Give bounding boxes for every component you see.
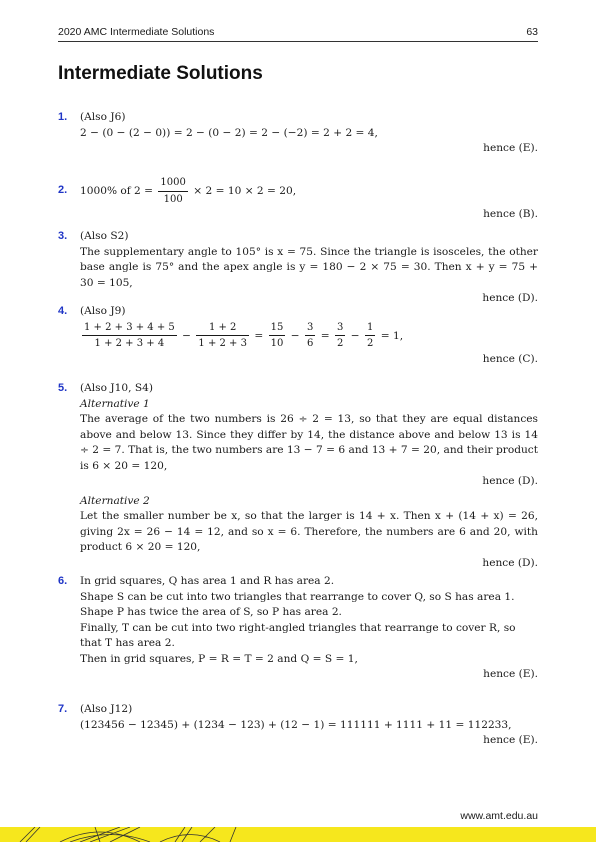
solution-line: In grid squares, Q has area 1 and R has area 2.: [80, 575, 335, 587]
denominator: 1 + 2 + 3: [198, 338, 247, 349]
numerator: 15: [269, 320, 286, 337]
answer: hence (E).: [483, 668, 538, 680]
answer: hence (E).: [483, 142, 538, 154]
numerator: 1 + 2 + 3 + 4 + 5: [82, 320, 177, 337]
solution-text: The average of the two numbers is 26 ÷ 2 = 13, so that they are equal distances above and below 13. Since they differ by 14, the distance above and below 13 is 14 ÷ 2 = 7. That is, the two numbers are 13 − 7 = 6 and 13 + 7 = 20, and their product is 6 × 20 = 120,: [80, 413, 538, 472]
header-title: 2020 AMC Intermediate Solutions: [58, 26, 215, 38]
decorative-pattern-icon: [0, 827, 596, 842]
numerator: 3: [335, 320, 345, 337]
alternative-heading: Alternative 2: [80, 494, 150, 507]
numerator: 3: [305, 320, 315, 337]
solution-line: Finally, T can be cut into two right-angled triangles that rearrange to cover R, so that T has area 2.: [80, 621, 516, 649]
answer: hence (B).: [483, 208, 538, 220]
denominator: 2: [337, 338, 344, 349]
answer: hence (D).: [482, 475, 538, 487]
solution-line: [80, 175, 538, 207]
solution-line: Shape P has twice the area of S, so P has area 2.: [80, 606, 342, 618]
fraction: [365, 320, 375, 352]
problem-1: [58, 110, 538, 157]
problem-note: (Also S2): [80, 230, 129, 242]
numerator: 1 + 2: [196, 320, 249, 337]
solution-line: Shape S can be cut into two triangles that rearrange to cover Q, so S has area 1.: [80, 590, 515, 603]
fraction: [196, 320, 249, 352]
answer: hence (E).: [483, 734, 538, 746]
fraction: [158, 175, 187, 207]
fraction: [269, 320, 286, 352]
operator: = 1,: [380, 329, 404, 342]
numerator: 1000: [158, 175, 187, 192]
operator: −: [182, 329, 192, 342]
text: 1000% of 2 =: [80, 185, 154, 197]
text: × 2 = 10 × 2 = 20,: [193, 185, 297, 197]
problem-6: [58, 574, 538, 683]
solution-line: Then in grid squares, P = R = T = 2 and Q = S = 1,: [80, 652, 358, 665]
denominator: 10: [270, 338, 284, 349]
denominator: 2: [367, 338, 374, 349]
problem-number: 5.: [58, 382, 68, 394]
footer-url: www.amt.edu.au: [460, 810, 538, 822]
solution-line: 2 − (0 − (2 − 0)) = 2 − (0 − 2) = 2 − (−2) = 2 + 2 = 4,: [80, 126, 378, 139]
problem-3: [58, 229, 538, 307]
numerator: 1: [365, 320, 375, 337]
fraction: [305, 320, 315, 352]
problem-note: (Also J10, S4): [80, 382, 153, 394]
problem-5: [58, 381, 538, 571]
problem-2: [58, 175, 538, 223]
problem-number: 6.: [58, 575, 68, 587]
problem-number: 3.: [58, 230, 68, 242]
answer: hence (D).: [482, 292, 538, 304]
problem-note: (Also J9): [80, 305, 126, 317]
problem-number: 1.: [58, 111, 68, 123]
page-title: Intermediate Solutions: [58, 63, 263, 84]
operator: =: [254, 329, 264, 342]
answer: hence (D).: [482, 556, 538, 569]
solution-text: Let the smaller number be x, so that the larger is 14 + x. Then x + (14 + x) = 26, giving 2x = 26 − 14 = 12, and so x = 6. Therefore, the numbers are 6 and 20, with product 6 × 20 = 120,: [80, 510, 538, 553]
operator: =: [320, 329, 330, 342]
footer-band: [0, 827, 596, 842]
fraction: [82, 320, 177, 352]
problem-7: [58, 702, 538, 749]
page-header: [58, 26, 538, 42]
problem-number: 4.: [58, 305, 68, 317]
answer: hence (C).: [482, 352, 538, 365]
denominator: 1 + 2 + 3 + 4: [94, 338, 165, 349]
alternative-heading: Alternative 1: [80, 397, 150, 410]
problem-note: (Also J6): [80, 111, 126, 123]
fraction: [335, 320, 345, 352]
problem-number: 2.: [58, 184, 68, 196]
problem-number: 7.: [58, 703, 68, 715]
problem-4: [58, 304, 538, 367]
solution-line: [80, 320, 538, 352]
page-number: 63: [526, 26, 538, 38]
solution-line: (123456 − 12345) + (1234 − 123) + (12 − 1) = 111111 + 1111 + 11 = 112233,: [80, 718, 512, 731]
solution-text: The supplementary angle to 105° is x = 75. Since the triangle is isosceles, the other base angle is 75° and the apex angle is y = 180 − 2 × 75 = 30. Then x + y = 75 + 30 = 105,: [80, 245, 538, 289]
operator: −: [350, 329, 360, 342]
operator: −: [290, 329, 300, 342]
denominator: 6: [306, 338, 314, 349]
problem-note: (Also J12): [80, 703, 133, 715]
denominator: 100: [163, 193, 183, 205]
